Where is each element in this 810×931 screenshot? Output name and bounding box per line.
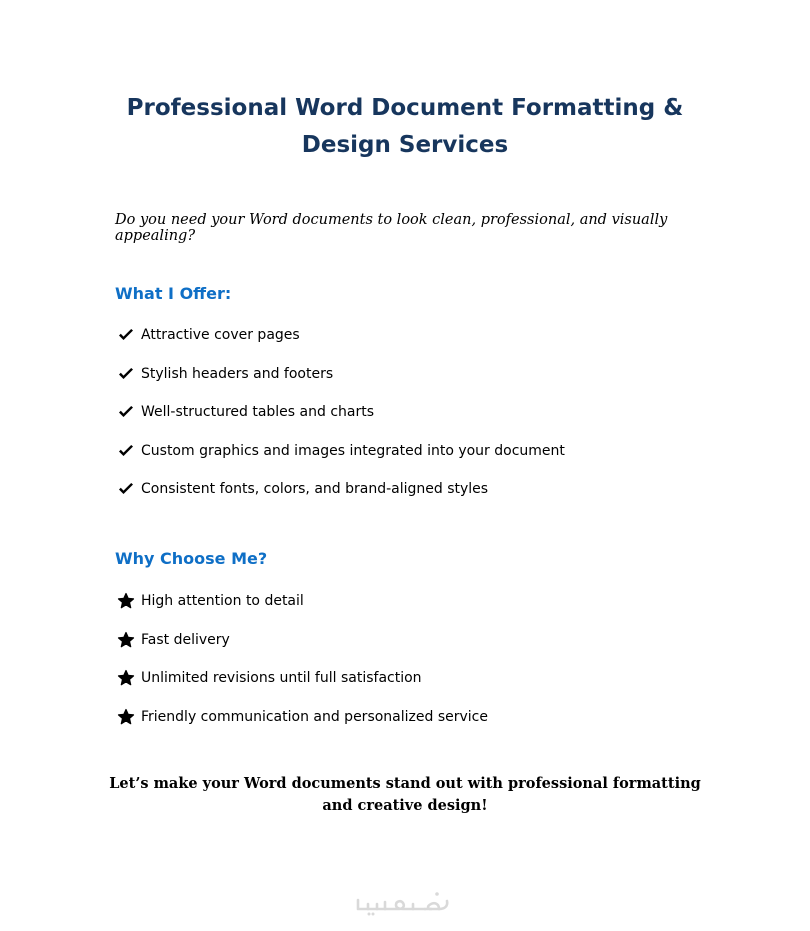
list-item-label: Well-structured tables and charts: [141, 404, 375, 421]
khamsat-watermark-logo: [355, 888, 455, 916]
list-item: [117, 582, 488, 621]
document-title: Professional Word Document Formatting & Design Services: [126, 95, 684, 158]
closing-text: Let’s make your Word documents stand out with professional formatting and creative design!: [109, 775, 701, 814]
list-item: [117, 470, 565, 509]
offer-list: [117, 316, 565, 509]
star-icon: [117, 669, 135, 687]
list-item-label: Stylish headers and footers: [141, 365, 334, 382]
list-item: [117, 393, 565, 432]
list-item: [117, 659, 488, 698]
check-icon: [117, 365, 135, 383]
list-item-label: Attractive cover pages: [141, 327, 300, 344]
star-icon: [117, 708, 135, 726]
list-item-label: Fast delivery: [141, 631, 230, 648]
list-item-label: Friendly communication and personalized service: [141, 708, 488, 725]
list-item-label: Custom graphics and images integrated into your document: [141, 442, 565, 459]
list-item: [117, 698, 488, 737]
star-icon: [117, 631, 135, 649]
list-item-label: High attention to detail: [141, 593, 304, 610]
check-icon: [117, 403, 135, 421]
check-icon: [117, 326, 135, 344]
check-icon: [117, 480, 135, 498]
offer-heading: What I Offer:: [115, 284, 232, 303]
check-icon: [117, 442, 135, 460]
why-list: [117, 582, 488, 736]
list-item-label: Consistent fonts, colors, and brand-aligned styles: [141, 481, 489, 498]
why-heading: Why Choose Me?: [115, 549, 268, 568]
list-item: [117, 316, 565, 355]
intro-text: Do you need your Word documents to look clean, professional, and visually appealing?: [115, 212, 668, 244]
star-icon: [117, 592, 135, 610]
list-item: [117, 432, 565, 471]
list-item: [117, 355, 565, 394]
list-item: [117, 621, 488, 660]
list-item-label: Unlimited revisions until full satisfaction: [141, 670, 422, 687]
